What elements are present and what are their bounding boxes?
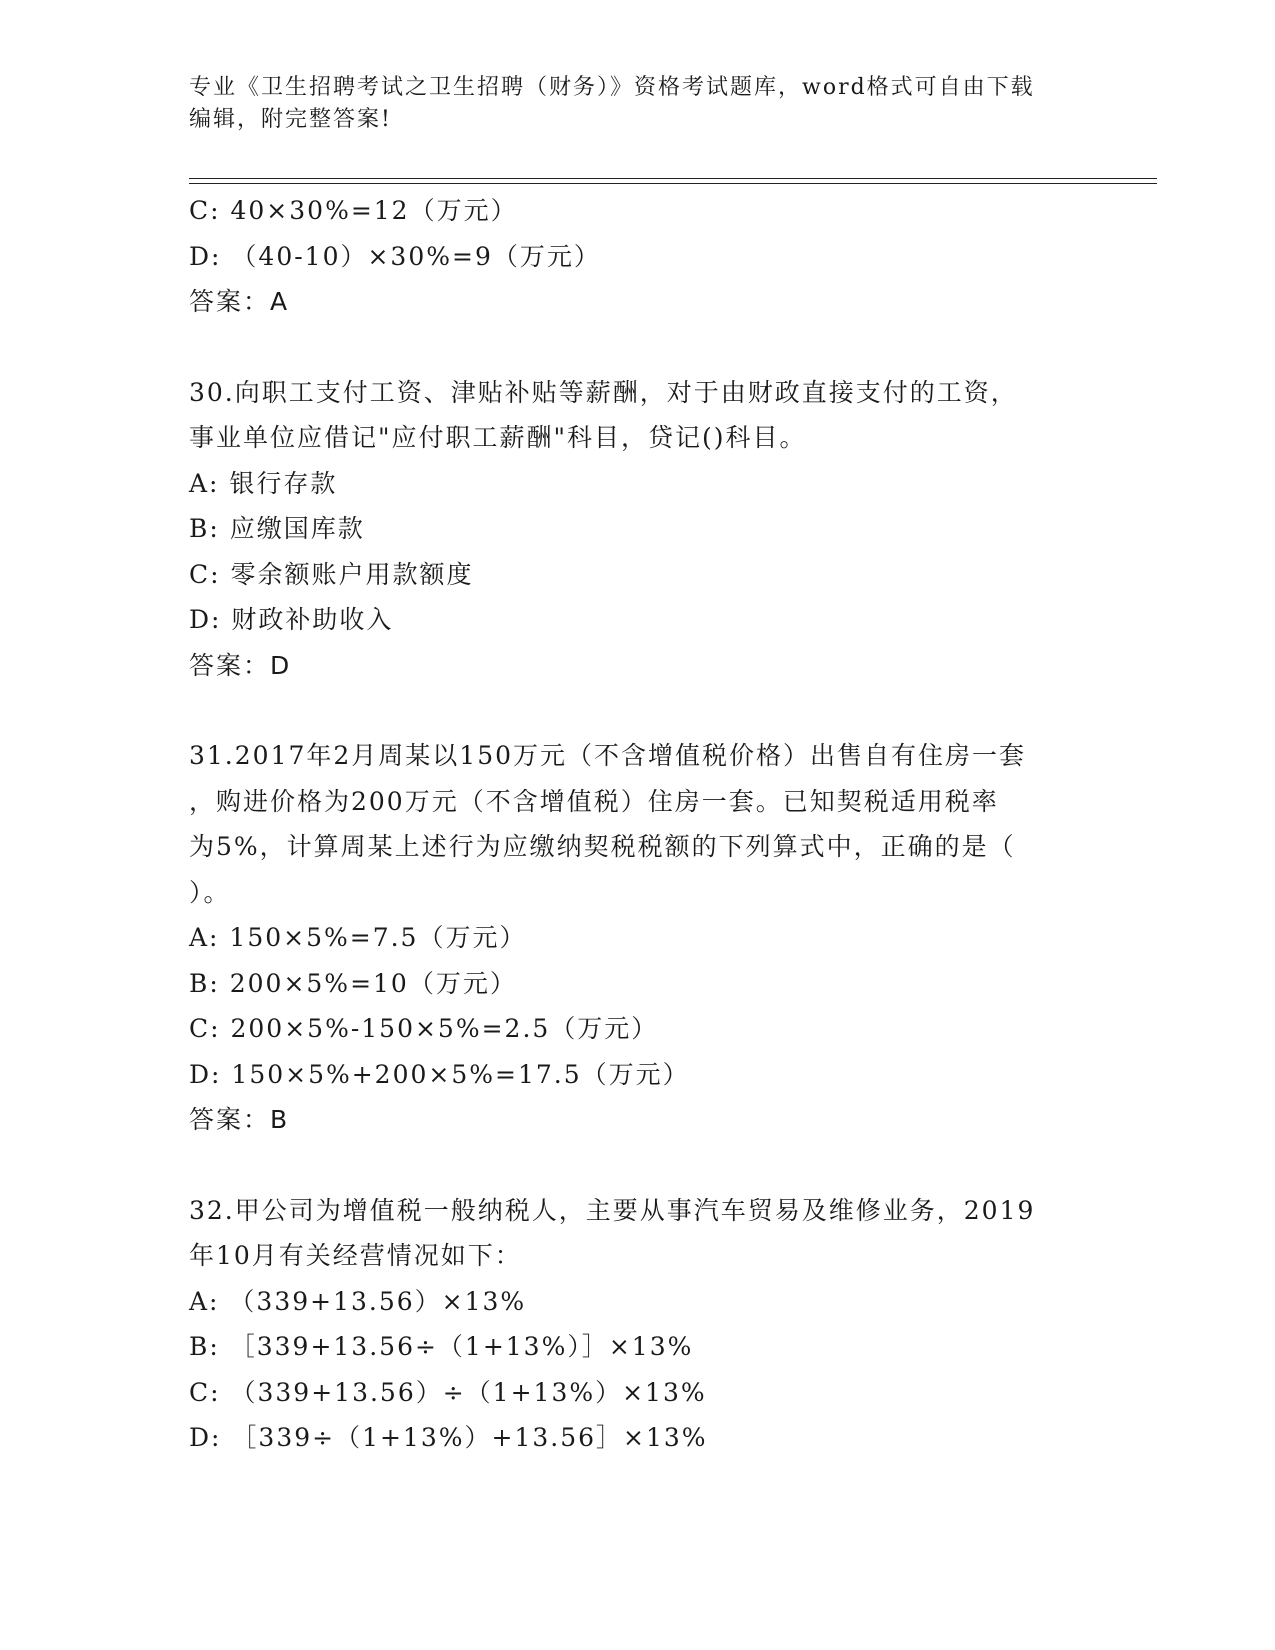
question-31: [189, 733, 1109, 1143]
option-b: B: 应缴国库款: [189, 514, 365, 543]
option-d: D: （40-10）×30%=9（万元）: [189, 241, 601, 271]
option-d: D: ［339÷（1+13%）+13.56］×13%: [189, 1423, 708, 1452]
option-a: A: （339+13.56）×13%: [189, 1286, 527, 1316]
option-b: B: ［339+13.56÷（1+13%）］×13%: [189, 1332, 694, 1361]
question-stem: 事业单位应借记"应付职工薪酬"科目，贷记()科目。: [189, 423, 807, 452]
option-c: C: 零余额账户用款额度: [189, 559, 474, 589]
option-a: A: 银行存款: [189, 468, 338, 498]
option-c: C: 40×30%=12（万元）: [189, 196, 518, 225]
header-title-line2: 编辑，附完整答案!: [189, 107, 392, 132]
option-a: A: 150×5%=7.5（万元）: [189, 923, 527, 952]
question-stem: 30.向职工支付工资、津贴补贴等薪酬，对于由财政直接支付的工资，: [189, 377, 1018, 407]
answer: 答案：B: [189, 1105, 290, 1134]
question-30: [189, 370, 1109, 689]
answer: 答案：D: [189, 650, 292, 680]
question-stem: 为5%，计算周某上述行为应缴纳契税税额的下列算式中，正确的是（: [189, 832, 1016, 861]
option-d: D: 财政补助收入: [189, 605, 394, 634]
question-stem: ，购进价格为200万元（不含增值税）住房一套。已知契税适用税率: [189, 786, 999, 816]
header-title-line1: 专业《卫生招聘考试之卫生招聘（财务）》资格考试题库，word格式可自由下载: [189, 75, 1035, 100]
option-d: D: 150×5%+200×5%=17.5（万元）: [189, 1059, 690, 1089]
answer: 答案：A: [189, 287, 290, 316]
option-c: C: （339+13.56）÷（1+13%）×13%: [189, 1377, 707, 1407]
header-divider-bottom: [189, 183, 1157, 184]
question-stem: 年10月有关经营情况如下：: [189, 1241, 522, 1270]
question-stem: 31.2017年2月周某以150万元（不含增值税价格）出售自有住房一套: [189, 741, 1027, 770]
question-list: [189, 188, 1109, 1461]
question-stem: 32.甲公司为增值税一般纳税人，主要从事汽车贸易及维修业务，2019: [189, 1195, 1036, 1225]
document-header: [189, 72, 1089, 136]
question-32: [189, 1188, 1109, 1461]
question-prev: [189, 188, 1109, 325]
option-c: C: 200×5%-150×5%=2.5（万元）: [189, 1014, 659, 1043]
option-b: B: 200×5%=10（万元）: [189, 968, 517, 998]
question-stem: ）。: [189, 877, 231, 907]
header-divider-top: [189, 178, 1157, 179]
